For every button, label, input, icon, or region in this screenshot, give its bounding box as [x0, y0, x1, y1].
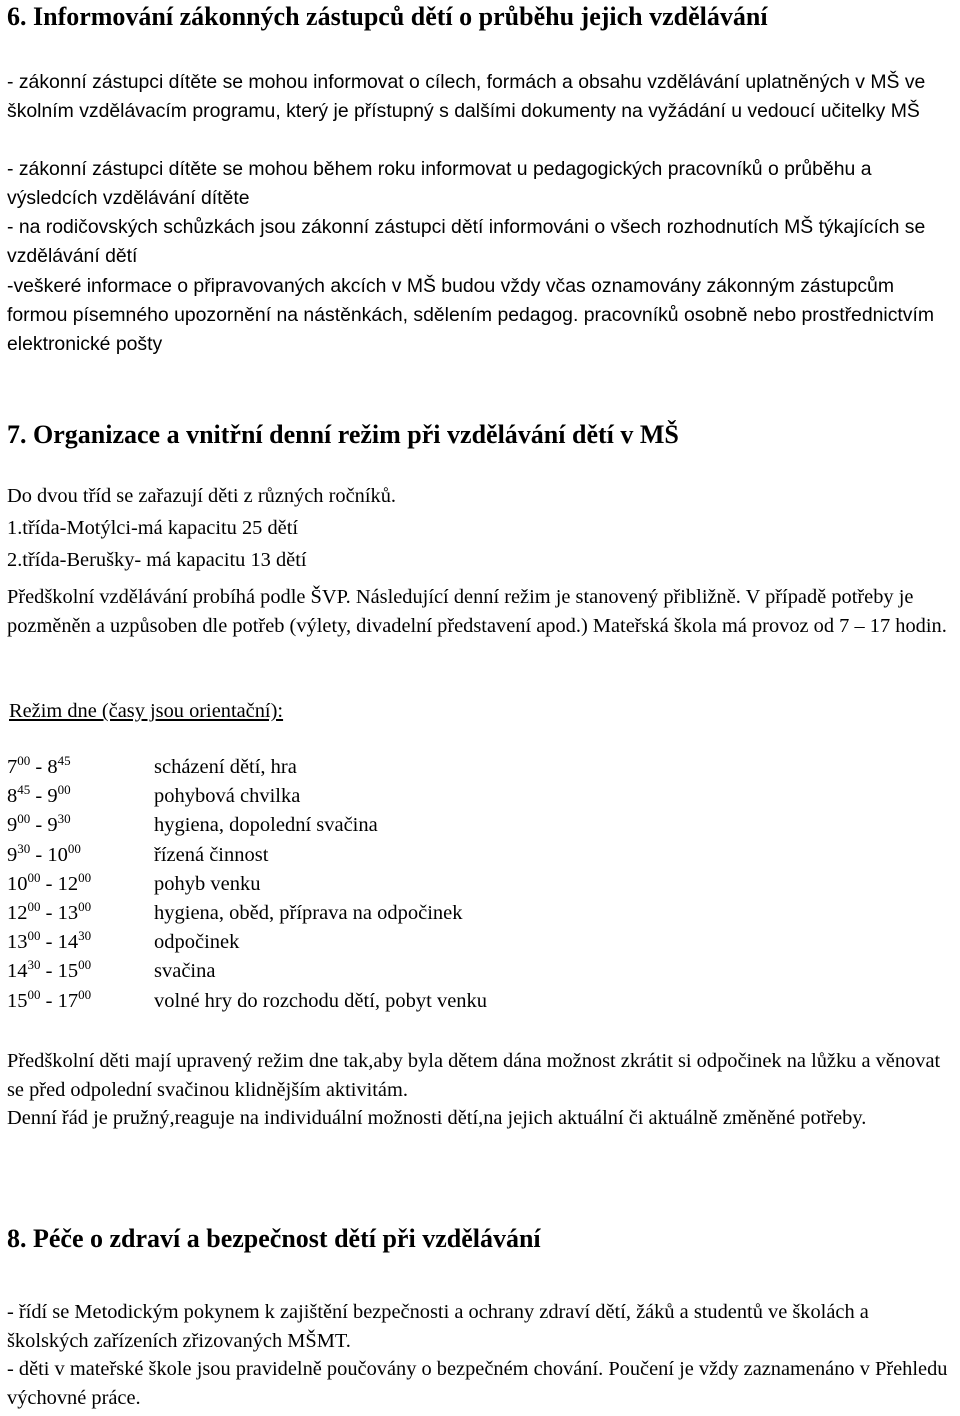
- schedule-activity: scházení dětí, hra: [154, 756, 297, 778]
- schedule-row: [7, 841, 707, 870]
- schedule-title: Režim dne (časy jsou orientační):: [9, 700, 284, 722]
- time-to-minutes: 00: [67, 840, 81, 856]
- schedule-row: [7, 899, 707, 928]
- time-to-minutes: 00: [78, 898, 92, 914]
- time-to-minutes: 00: [78, 957, 92, 973]
- time-to-minutes: 30: [57, 811, 71, 827]
- classes-intro: Do dvou tříd se zařazují děti z různých ročníků.: [7, 485, 396, 507]
- time-separator: -: [40, 901, 58, 924]
- schedule-time: [7, 753, 71, 782]
- section-6-item-4: -veškeré informace o připravovaných akcích v MŠ budou vždy včas oznamovány zákonným zástupcům formou písemného upozornění na nástěnkách, sdělením pedagog. pracovníků osobně nebo prostřednictvím elektronické pošty: [7, 275, 935, 355]
- time-to-minutes: 45: [57, 753, 71, 768]
- time-separator: -: [30, 785, 48, 808]
- section-6-item-1: - zákonní zástupci dítěte se mohou informovat o cílech, formách a obsahu vzdělávání uplatněných v MŠ ve školním vzdělávacím programu, který je přístupný s dalšími dokumenty na vyžádání u vedoucí učitelky MŠ: [7, 71, 926, 122]
- schedule-activity: pohybová chvilka: [154, 785, 301, 808]
- section-6-body: [7, 68, 952, 359]
- section-6-heading: 6. Informování zákonných zástupců dětí o průběhu jejich vzdělávání: [7, 2, 768, 31]
- time-from-minutes: 30: [17, 840, 31, 856]
- schedule-time: [7, 987, 91, 1016]
- note-preschool: Předškolní děti mají upravený režim dne tak,aby byla dětem dána možnost zkrátit si odpočinek na lůžku a věnovat se před odpolední svačinou klidnějším aktivitám.: [7, 1050, 941, 1101]
- schedule-activity: pohyb venku: [154, 872, 261, 895]
- schedule-time: [7, 957, 91, 986]
- time-separator: -: [40, 931, 58, 954]
- time-separator: -: [30, 814, 48, 837]
- section-8-item-2: - děti v mateřské škole jsou pravidelně poučovány o bezpečném chování. Poučení je vždy zaznamenáno v Přehledu výchovné práce.: [7, 1358, 948, 1409]
- time-from-minutes: 00: [27, 928, 41, 944]
- schedule-time: [7, 899, 91, 928]
- schedule-activity: odpočinek: [154, 931, 240, 954]
- schedule-activity: hygiena, oběd, příprava na odpočinek: [154, 901, 463, 924]
- time-from-minutes: 00: [17, 811, 31, 827]
- time-from-hour: 10: [7, 872, 28, 895]
- schedule-activity: volné hry do rozchodu dětí, pobyt venku: [154, 989, 488, 1012]
- schedule-activity: svačina: [154, 960, 216, 983]
- time-from-hour: 14: [7, 960, 28, 983]
- daily-schedule: [7, 753, 707, 1016]
- time-from-minutes: 30: [27, 957, 41, 973]
- section-6-item-2: - zákonní zástupci dítěte se mohou během roku informovat u pedagogických pracovníků o průběhu a výsledcích vzdělávání dítěte: [7, 158, 872, 209]
- section-6-item-3: - na rodičovských schůzkách jsou zákonní zástupci dětí informováni o všech rozhodnutích MŠ týkajících se vzdělávání dětí: [7, 216, 926, 267]
- time-from-hour: 15: [7, 989, 28, 1012]
- schedule-title-wrap: [9, 697, 954, 726]
- time-to-hour: 12: [57, 872, 79, 895]
- time-from-minutes: 00: [27, 986, 41, 1002]
- time-from-hour: 8: [7, 785, 18, 808]
- class-2: 2.třída-Berušky- má kapacitu 13 dětí: [7, 549, 307, 571]
- time-to-hour: 8: [47, 756, 58, 778]
- section-8-body: [7, 1298, 952, 1412]
- time-to-hour: 14: [57, 931, 79, 954]
- preschool-paragraph: [7, 583, 952, 640]
- time-separator: -: [40, 872, 58, 895]
- schedule-row: [7, 753, 707, 782]
- section-7-classes: [7, 482, 952, 578]
- time-from-hour: 12: [7, 901, 28, 924]
- time-from-minutes: 00: [27, 869, 41, 885]
- time-from-hour: 13: [7, 931, 28, 954]
- time-from-hour: 9: [7, 843, 18, 866]
- time-to-hour: 10: [47, 843, 68, 866]
- time-from-minutes: 45: [17, 782, 31, 798]
- class-1: 1.třída-Motýlci-má kapacitu 25 dětí: [7, 517, 299, 539]
- time-from-minutes: 00: [17, 753, 31, 768]
- schedule-notes: [7, 1047, 952, 1133]
- schedule-row: [7, 782, 707, 811]
- time-separator: -: [30, 756, 48, 778]
- schedule-row: [7, 870, 707, 899]
- time-to-hour: 13: [57, 901, 79, 924]
- time-to-minutes: 00: [78, 986, 92, 1002]
- schedule-time: [7, 928, 91, 957]
- schedule-time: [7, 841, 81, 870]
- schedule-row: [7, 811, 707, 840]
- time-separator: -: [40, 960, 58, 983]
- section-8-heading: 8. Péče o zdraví a bezpečnost dětí při vzdělávání: [7, 1224, 541, 1253]
- time-to-hour: 17: [57, 989, 79, 1012]
- time-separator: -: [40, 989, 58, 1012]
- time-to-hour: 9: [47, 814, 58, 837]
- preschool-text: Předškolní vzdělávání probíhá podle ŠVP. Následující denní režim je stanovený přibližně. V případě potřeby je pozměněn a uzpůsoben dle potřeb (výlety, divadelní představení apod.) Mateřská škola má provoz od 7 – 17 hodin.: [7, 586, 947, 637]
- schedule-time: [7, 811, 71, 840]
- schedule-time: [7, 782, 71, 811]
- schedule-row: [7, 957, 707, 986]
- time-separator: -: [30, 843, 48, 866]
- time-from-hour: 9: [7, 814, 18, 837]
- time-from-hour: 7: [7, 756, 18, 778]
- section-7-heading: 7. Organizace a vnitřní denní režim při vzdělávání dětí v MŠ: [7, 420, 679, 449]
- section-8-item-1: - řídí se Metodickým pokynem k zajištění bezpečnosti a ochrany zdraví dětí, žáků a studentů ve školách a školských zařízeních zřizovaných MŠMT.: [7, 1301, 869, 1352]
- schedule-row: [7, 928, 707, 957]
- time-to-hour: 15: [57, 960, 79, 983]
- time-from-minutes: 00: [27, 898, 41, 914]
- time-to-minutes: 30: [78, 928, 92, 944]
- schedule-time: [7, 870, 91, 899]
- time-to-minutes: 00: [78, 869, 92, 885]
- note-daily-order: Denní řád je pružný,reaguje na individuální možnosti dětí,na jejich aktuální či aktuálně změněné potřeby.: [7, 1107, 867, 1130]
- time-to-hour: 9: [47, 785, 58, 808]
- time-to-minutes: 00: [57, 782, 71, 798]
- schedule-row: [7, 987, 707, 1016]
- schedule-activity: řízená činnost: [154, 843, 269, 866]
- schedule-activity: hygiena, dopolední svačina: [154, 814, 378, 837]
